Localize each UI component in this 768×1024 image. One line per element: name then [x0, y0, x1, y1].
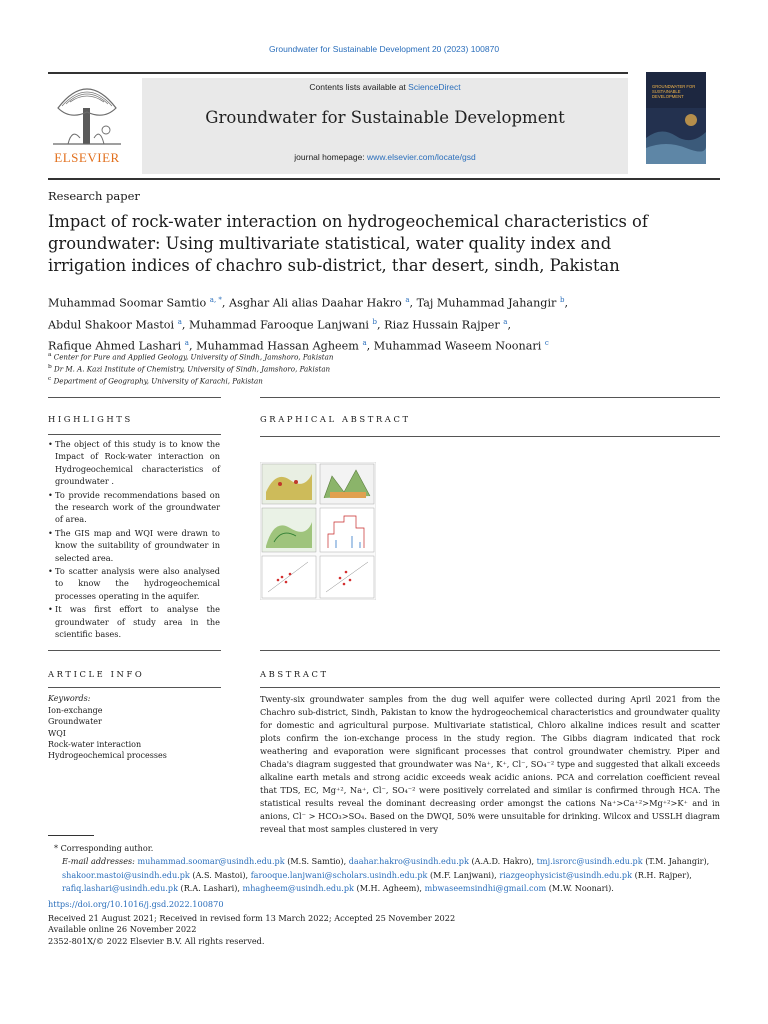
- email-link[interactable]: mbwaseemsindhi@gmail.com: [424, 883, 547, 894]
- affiliation-a: $^a$ Center for Pure and Applied Geology, University of Sindh, Jamshoro, Pakistan: [48, 352, 334, 362]
- abstract-text: Twenty-six groundwater samples from the dug well aquifer were collected during April 2021 from the Chachro sub-district, Sindh, Pakistan to know the hydrogeochemical characteristics and groundwater quality for domestic and agricultural purpose. Multivariate statistical, Chloro alkaline indices result and scatter plots confirm the ion-exchange process in the study region. The Gibbs diagram indicated that rock weathering and evaporation were significant processes that control groundwater chemistry. Piper and Chada's diagram suggested that groundwater was Na⁺, K⁺, Cl⁻, SO₄⁻² type and suggested that alkali exceeds alkaline earth metals and strong acidic exceeds weak acidic anions. PCA and correlation coefficient reveal that TDS, EC, Mg⁺², Na⁺, Cl⁻, SO₄⁻² were positively correlated and similar is confirmed through HCA. The statistical results reveal the dominant decreasing order amongst the cations Na⁺>Ca⁺²>Mg⁺²>K⁺ and in anions, Cl⁻ > HCO₃>SO₄. Based on the DWQI, 50% were unsuitable for drinking. Wilcox and USSLH diagram reveal that most samples clustered in very: [260, 694, 720, 834]
- author-affiliation-marker[interactable]: c: [544, 339, 549, 348]
- highlight-item: • To scatter analysis were also analysed to know the hydrogeochemical processes operating in the aquifer.: [48, 565, 220, 602]
- highlights-rule-top: [48, 397, 221, 398]
- highlights-heading: HIGHLIGHTS: [48, 414, 133, 424]
- email-label: E-mail addresses:: [62, 856, 138, 867]
- email-owner: (A.S. Mastoi),: [189, 869, 251, 880]
- highlights-rule: [48, 434, 221, 435]
- footnote-block: [48, 842, 720, 896]
- abstract-heading: ABSTRACT: [260, 669, 329, 679]
- keywords-label: Keywords:: [48, 694, 91, 703]
- corresponding-author-note: * Corresponding author.: [54, 843, 154, 853]
- received-dates: Received 21 August 2021; Received in revised form 13 March 2022; Accepted 25 November 2022: [48, 913, 456, 923]
- email-owner: (M.W. Noonari).: [546, 883, 614, 894]
- contents-prefix: Contents lists available at: [309, 82, 409, 92]
- graphical-abstract-image[interactable]: [260, 462, 376, 600]
- email-link[interactable]: mhagheem@usindh.edu.pk: [242, 883, 354, 894]
- abstract-rule: [260, 687, 720, 688]
- copyright: 2352-801X/© 2022 Elsevier B.V. All rights reserved.: [48, 935, 265, 946]
- article-title: Impact of rock-water interaction on hydrogeochemical characteristics of groundwater: Using multivariate statistical, water quality index and irrigation indices of chachro sub-district, thar desert, sindh, Pakistan: [48, 212, 648, 275]
- homepage-link[interactable]: www.elsevier.com/locate/gsd: [367, 152, 476, 162]
- keyword: WQI: [48, 728, 66, 738]
- elsevier-wordmark: ELSEVIER: [54, 150, 120, 165]
- homepage-prefix: journal homepage:: [294, 152, 368, 162]
- cover-title: GROUNDWATER FOR SUSTAINABLE DEVELOPMENT: [652, 84, 696, 99]
- contents-line: [142, 82, 628, 92]
- journal-title: Groundwater for Sustainable Development: [205, 108, 565, 127]
- keyword: Ion-exchange: [48, 706, 103, 715]
- keywords-list: [48, 705, 167, 761]
- abstract-rule-top: [260, 650, 720, 651]
- graphical-abstract-rule-top: [260, 397, 720, 398]
- article-type: Research paper: [48, 189, 140, 203]
- author-affiliation-marker[interactable]: b: [559, 296, 565, 304]
- available-online: Available online 26 November 2022: [48, 924, 197, 935]
- email-link[interactable]: riazgeophysicist@usindh.edu.pk: [499, 869, 633, 880]
- highlight-item: • The GIS map and WQI were drawn to know the suitability of groundwater in selected area.: [48, 527, 220, 564]
- email-owner: (R.H. Rajper),: [632, 869, 692, 880]
- keyword: Groundwater: [48, 717, 102, 727]
- graphical-abstract-rule: [260, 436, 720, 437]
- author-name[interactable]: Muhammad Farooque Lanjwani: [189, 318, 369, 332]
- highlight-item: • To provide recommendations based on the research work of the groundwater of area.: [48, 489, 220, 526]
- article-info-rule-top: [48, 650, 221, 651]
- author-affiliation-marker[interactable]: a: [362, 339, 367, 348]
- author-name[interactable]: Rafique Ahmed Lashari: [48, 340, 182, 354]
- email-link[interactable]: rafiq.lashari@usindh.edu.pk: [62, 883, 178, 894]
- footnote-rule: [48, 835, 94, 836]
- doi-link[interactable]: https://doi.org/10.1016/j.gsd.2022.100870: [48, 899, 224, 909]
- article-info-rule: [48, 687, 221, 688]
- author-affiliation-marker[interactable]: b: [372, 317, 378, 326]
- author-name[interactable]: Taj Muhammad Jahangir: [416, 296, 557, 310]
- email-owner: (R.A. Lashari),: [177, 883, 243, 894]
- email-link[interactable]: tmj.isrorc@usindh.edu.pk: [536, 856, 643, 867]
- email-addresses: [48, 855, 720, 895]
- email-owner: (M.F. Lanjwani),: [427, 869, 500, 880]
- highlight-item: • It was first effort to analyse the groundwater of study area in the scientific bases.: [48, 603, 220, 640]
- email-owner: (A.A.D. Hakro),: [468, 856, 537, 867]
- email-link[interactable]: shakoor.mastoi@usindh.edu.pk: [62, 869, 190, 880]
- graphical-abstract-heading: GRAPHICAL ABSTRACT: [260, 414, 411, 424]
- author-affiliation-marker[interactable]: a: [503, 317, 508, 326]
- affiliation-b: $^b$ Dr M. A. Kazi Institute of Chemistry, University of Sindh, Jamshoro, Pakistan: [48, 364, 331, 374]
- highlights-list: [48, 438, 220, 642]
- affiliation-c: $^c$ Department of Geography, University of Karachi, Pakistan: [48, 376, 263, 386]
- journal-masthead: [142, 78, 628, 174]
- header-rule: [48, 72, 628, 74]
- author-name[interactable]: Riaz Hussain Rajper: [384, 318, 500, 332]
- author-name[interactable]: Muhammad Hassan Agheem: [196, 340, 359, 354]
- author-affiliation-marker[interactable]: a: [184, 339, 189, 348]
- author-affiliation-marker[interactable]: a: [177, 317, 182, 326]
- keyword: Rock-water interaction: [48, 739, 142, 749]
- email-link[interactable]: daahar.hakro@usindh.edu.pk: [348, 856, 469, 867]
- author-list: Muhammad Soomar Samtio $^{a, *}$, Asghar Ali alias Daahar Hakro $^a$, Taj Muhammad Jahangir $^b$, Abdul Shakoor Mastoi $^a$, Muhammad Farooque Lanjwani $^b$, Riaz Hussain Rajper $^a$, Rafique Ahmed Lashari $^a$, Muhammad Hassan Agheem $^a$, Muhammad Waseem Noonari $^c$: [48, 296, 568, 354]
- author-name[interactable]: Asghar Ali alias Daahar Hakro: [229, 296, 402, 310]
- email-owner: (M.H. Agheem),: [353, 883, 425, 894]
- email-owner: (M.S. Samtio),: [284, 856, 349, 867]
- running-head[interactable]: Groundwater for Sustainable Development 20 (2023) 100870: [268, 44, 500, 54]
- author-name[interactable]: Muhammad Soomar Samtio: [48, 296, 207, 310]
- author-affiliation-marker[interactable]: a: [405, 296, 410, 304]
- email-link[interactable]: muhammad.soomar@usindh.edu.pk: [137, 856, 285, 867]
- homepage-line: [142, 152, 628, 162]
- publication-dates: [48, 913, 455, 947]
- article-info-heading: ARTICLE INFO: [48, 669, 145, 679]
- journal-cover-image: [646, 72, 706, 164]
- sciencedirect-link[interactable]: ScienceDirect: [408, 82, 461, 92]
- author-affiliation-marker[interactable]: a, *: [209, 296, 222, 304]
- author-name[interactable]: Abdul Shakoor Mastoi: [48, 318, 175, 332]
- email-link[interactable]: farooque.lanjwani@scholars.usindh.edu.pk: [250, 869, 428, 880]
- keyword: Hydrogeochemical processes: [48, 751, 167, 761]
- email-owner: (T.M. Jahangir),: [642, 856, 710, 867]
- header-rule-bottom: [48, 178, 720, 180]
- highlight-item: • The object of this study is to know the Impact of Rock-water interaction on Hydrogeochemical characteristics of groundwater .: [48, 438, 220, 488]
- author-name[interactable]: Muhammad Waseem Noonari: [373, 340, 542, 354]
